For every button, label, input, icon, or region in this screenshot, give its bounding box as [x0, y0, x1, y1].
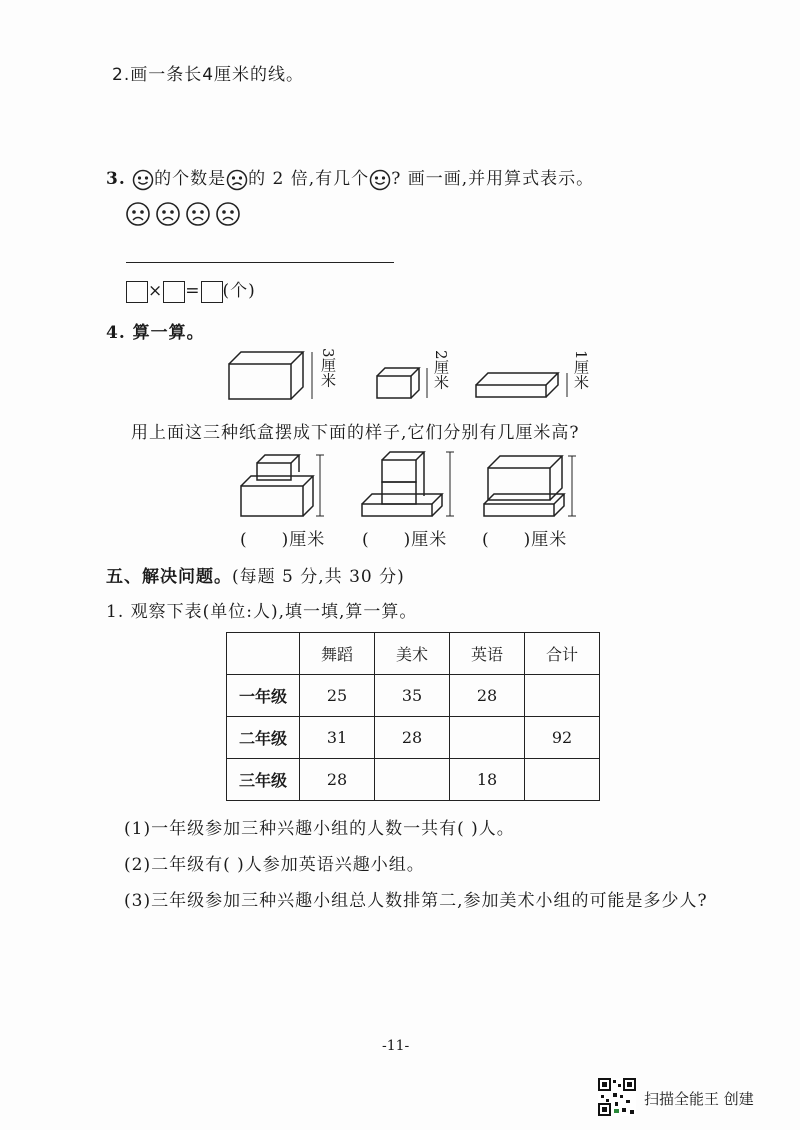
table-cell: 28 — [450, 675, 525, 717]
q3-part3: ? 画一画,并用算式表示。 — [391, 169, 595, 189]
paren-open: ( — [240, 530, 248, 550]
q3-line — [106, 164, 594, 191]
scanner-watermark: 扫描全能王 创建 — [644, 1090, 754, 1108]
sad-face-icon — [217, 203, 239, 225]
row-label: 二年级 — [227, 717, 300, 759]
paren-close-unit: )厘米 — [281, 530, 326, 550]
stacked-boxes-figure — [232, 448, 592, 520]
table-header-cell: 舞蹈 — [300, 633, 375, 675]
sad-face-icon — [127, 203, 149, 225]
table-cell-blank[interactable] — [450, 717, 525, 759]
q3-number: 3. — [106, 169, 126, 189]
table-header-cell: 英语 — [450, 633, 525, 675]
sad-face-icon — [187, 203, 209, 225]
base-boxes-figure — [220, 342, 600, 404]
table-row — [227, 717, 600, 759]
paren-open: ( — [482, 530, 490, 550]
q4-question: 用上面这三种纸盒摆成下面的样子,它们分别有几厘米高? — [131, 423, 580, 443]
q3-part2: 的 2 倍,有几个 — [248, 169, 370, 189]
p1-sub3: (3)三年级参加三种兴趣小组总人数排第二,参加美术小组的可能是多少人? — [124, 891, 708, 911]
stack-answer-2[interactable] — [362, 525, 447, 550]
section-5-title: 五、解决问题。 — [106, 567, 232, 587]
sad-face-icon — [157, 203, 179, 225]
table-cell: 28 — [300, 759, 375, 801]
paren-close-unit: )厘米 — [403, 530, 448, 550]
box-2cm-label: 2厘米 — [432, 350, 450, 390]
p1-sub1: (1)一年级参加三种兴趣小组的人数一共有( )人。 — [124, 819, 515, 839]
answer-box[interactable] — [126, 281, 148, 303]
arrangement-2 — [362, 452, 442, 516]
box-2cm — [377, 368, 419, 398]
p1-title: 1. 观察下表(单位:人),填一填,算一算。 — [106, 602, 418, 622]
qr-code-icon — [598, 1078, 636, 1116]
paren-open: ( — [362, 530, 370, 550]
times-sign: × — [148, 281, 164, 301]
table-header-cell: 合计 — [525, 633, 600, 675]
section-5-note: (每题 5 分,共 30 分) — [232, 567, 405, 587]
table-cell: 92 — [525, 717, 600, 759]
box-3cm — [229, 352, 303, 399]
answer-box[interactable] — [201, 281, 223, 303]
page-number: -11- — [382, 1038, 410, 1054]
table-cell: 28 — [375, 717, 450, 759]
equals-sign: = — [185, 281, 201, 301]
q3-equation — [126, 276, 256, 303]
table-row — [227, 759, 600, 801]
table-row — [227, 675, 600, 717]
table-cell: 31 — [300, 717, 375, 759]
sad-faces-row — [126, 201, 246, 227]
q3-part1: 的个数是 — [154, 169, 227, 189]
smiley-face-icon — [132, 169, 154, 191]
drawing-answer-line[interactable] — [126, 262, 394, 263]
table-cell-blank[interactable] — [375, 759, 450, 801]
interest-group-table — [226, 632, 600, 801]
paren-close-unit: )厘米 — [523, 530, 568, 550]
stack-answer-1[interactable] — [240, 525, 325, 550]
table-header-cell — [227, 633, 300, 675]
answer-box[interactable] — [163, 281, 185, 303]
table-cell-blank[interactable] — [525, 759, 600, 801]
box-1cm — [476, 373, 558, 397]
arrangement-3 — [484, 456, 564, 516]
box-1cm-label: 1厘米 — [572, 350, 590, 390]
q2-text: 2.画一条长4厘米的线。 — [112, 65, 305, 85]
arrangement-1 — [241, 455, 313, 516]
table-cell: 25 — [300, 675, 375, 717]
table-cell: 35 — [375, 675, 450, 717]
row-label: 三年级 — [227, 759, 300, 801]
q4-title: 4. 算一算。 — [106, 323, 205, 343]
section-5-heading — [106, 562, 405, 587]
stack-answer-3[interactable] — [482, 525, 567, 550]
sad-face-icon — [226, 169, 248, 191]
unit-label: (个) — [222, 281, 256, 301]
table-cell: 18 — [450, 759, 525, 801]
row-label: 一年级 — [227, 675, 300, 717]
table-header-cell: 美术 — [375, 633, 450, 675]
box-3cm-label: 3厘米 — [319, 348, 337, 388]
table-header-row — [227, 633, 600, 675]
p1-sub2: (2)二年级有( )人参加英语兴趣小组。 — [124, 855, 425, 875]
smiley-face-icon — [369, 169, 391, 191]
table-cell-blank[interactable] — [525, 675, 600, 717]
